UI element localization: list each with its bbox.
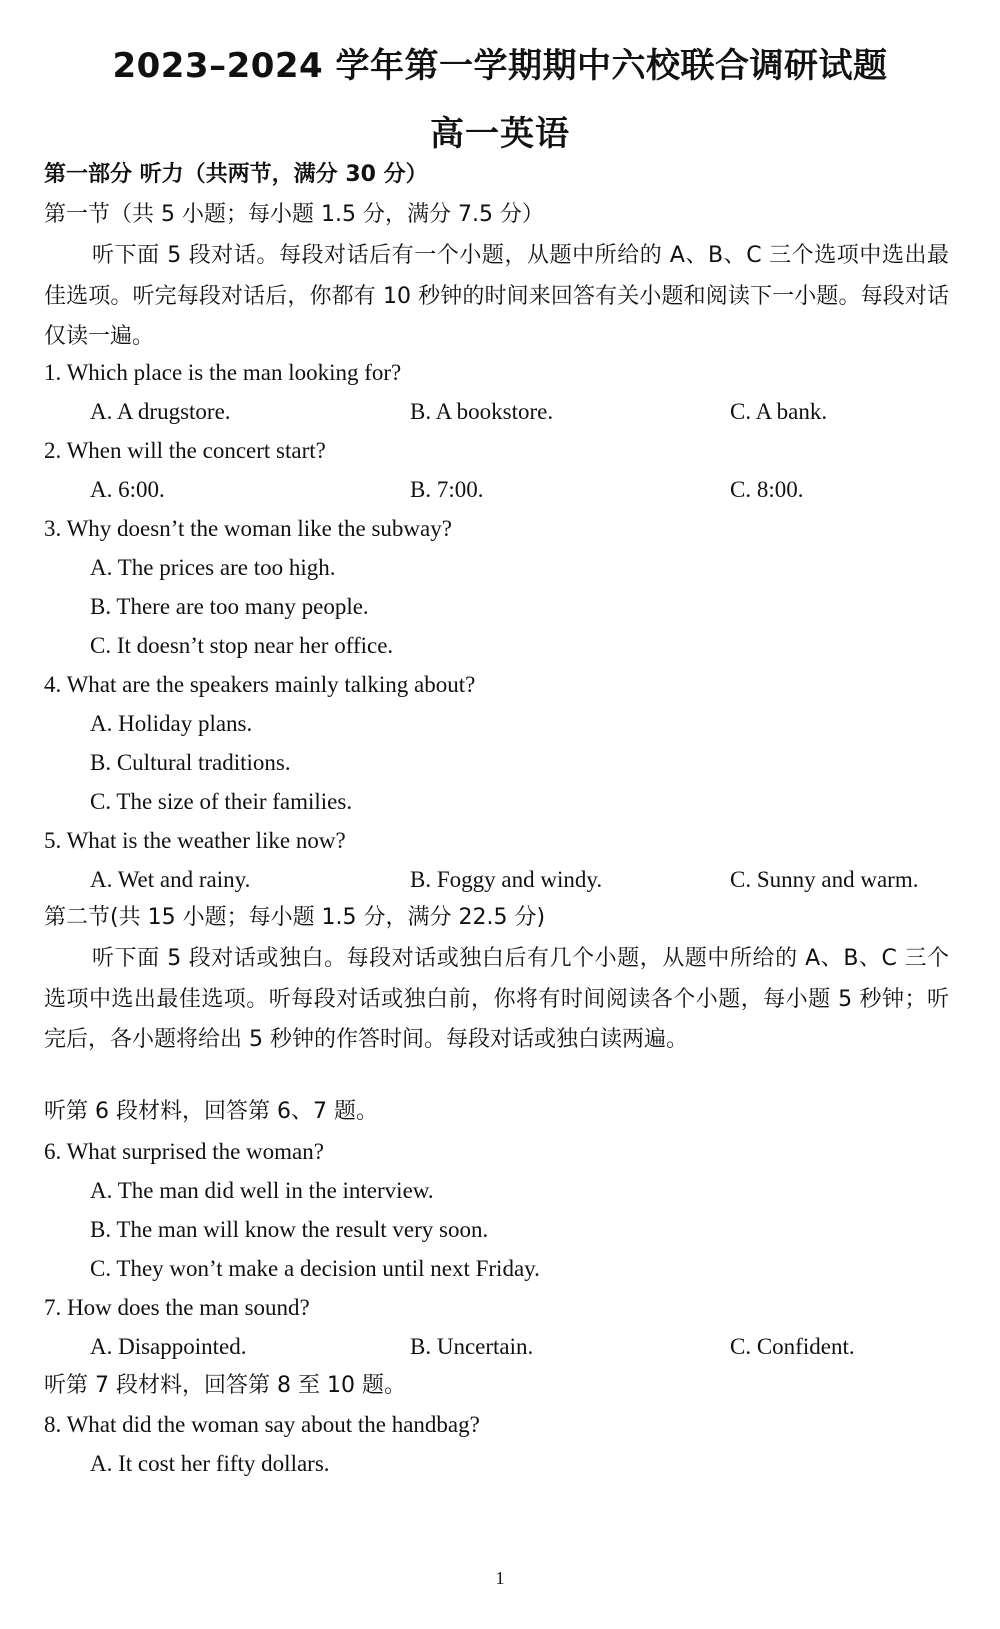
section1-heading: 第一节（共 5 小题；每小题 1.5 分，满分 7.5 分）: [44, 202, 544, 227]
q1-option-b: B. A bookstore.: [410, 399, 554, 424]
question-5: 5. What is the weather like now?: [44, 828, 346, 853]
section2-heading: 第二节(共 15 小题；每小题 1.5 分，满分 22.5 分): [44, 905, 546, 930]
q3-option-c: C. It doesn’t stop near her office.: [90, 633, 394, 658]
question-3: 3. Why doesn’t the woman like the subway?: [44, 516, 452, 541]
q5-option-b: B. Foggy and windy.: [410, 867, 603, 892]
q5-option-c: C. Sunny and warm.: [730, 867, 919, 892]
question-2: 2. When will the concert start?: [44, 438, 326, 463]
q4-option-b: B. Cultural traditions.: [90, 750, 291, 775]
q6-option-b: B. The man will know the result very soon.: [90, 1217, 489, 1242]
material-6-note: 听第 6 段材料，回答第 6、7 题。: [44, 1099, 378, 1124]
q3-option-a: A. The prices are too high.: [90, 555, 336, 580]
q4-option-c: C. The size of their families.: [90, 789, 353, 814]
q8-option-a: A. It cost her fifty dollars.: [90, 1451, 330, 1476]
q2-option-c: C. 8:00.: [730, 477, 804, 502]
q5-option-a: A. Wet and rainy.: [90, 867, 251, 892]
question-7-options: [90, 1332, 950, 1362]
question-5-options: [90, 865, 950, 895]
section2-instructions: 听下面 5 段对话或独白。每段对话或独白后有几个小题，从题中所给的 A、B、C 三个选项中选出最佳选项。听每段对话或独白前，你将有时间阅读各个小题，每小题 5 秒钟；听完后，各小题将给出 5 秒钟的作答时间。每段对话或独白读两遍。: [44, 946, 949, 1052]
q1-option-a: A. A drugstore.: [90, 399, 231, 424]
page-number: 1: [495, 1568, 505, 1588]
question-1-options: [90, 397, 950, 427]
q3-option-b: B. There are too many people.: [90, 594, 369, 619]
part1-heading: 第一部分 听力（共两节，满分 30 分）: [44, 162, 428, 187]
question-1: 1. Which place is the man looking for?: [44, 360, 402, 385]
q4-option-a: A. Holiday plans.: [90, 711, 253, 736]
q6-option-c: C. They won’t make a decision until next Friday.: [90, 1256, 540, 1281]
q6-option-a: A. The man did well in the interview.: [90, 1178, 434, 1203]
question-6: 6. What surprised the woman?: [44, 1139, 324, 1164]
section1-instructions: 听下面 5 段对话。每段对话后有一个小题，从题中所给的 A、B、C 三个选项中选出最佳选项。听完每段对话后，你都有 10 秒钟的时间来回答有关小题和阅读下一小题。每段对话仅读一遍。: [44, 243, 949, 349]
question-2-options: [90, 475, 950, 505]
material-7-note: 听第 7 段材料，回答第 8 至 10 题。: [44, 1373, 406, 1398]
q7-option-b: B. Uncertain.: [410, 1334, 534, 1359]
exam-title: 2023–2024 学年第一学期期中六校联合调研试题: [112, 46, 888, 86]
exam-subject: 高一英语: [430, 114, 570, 154]
question-7: 7. How does the man sound?: [44, 1295, 310, 1320]
q2-option-b: B. 7:00.: [410, 477, 484, 502]
q2-option-a: A. 6:00.: [90, 477, 165, 502]
q7-option-c: C. Confident.: [730, 1334, 855, 1359]
q1-option-c: C. A bank.: [730, 399, 828, 424]
q7-option-a: A. Disappointed.: [90, 1334, 247, 1359]
question-8: 8. What did the woman say about the handbag?: [44, 1412, 480, 1437]
question-4: 4. What are the speakers mainly talking about?: [44, 672, 476, 697]
